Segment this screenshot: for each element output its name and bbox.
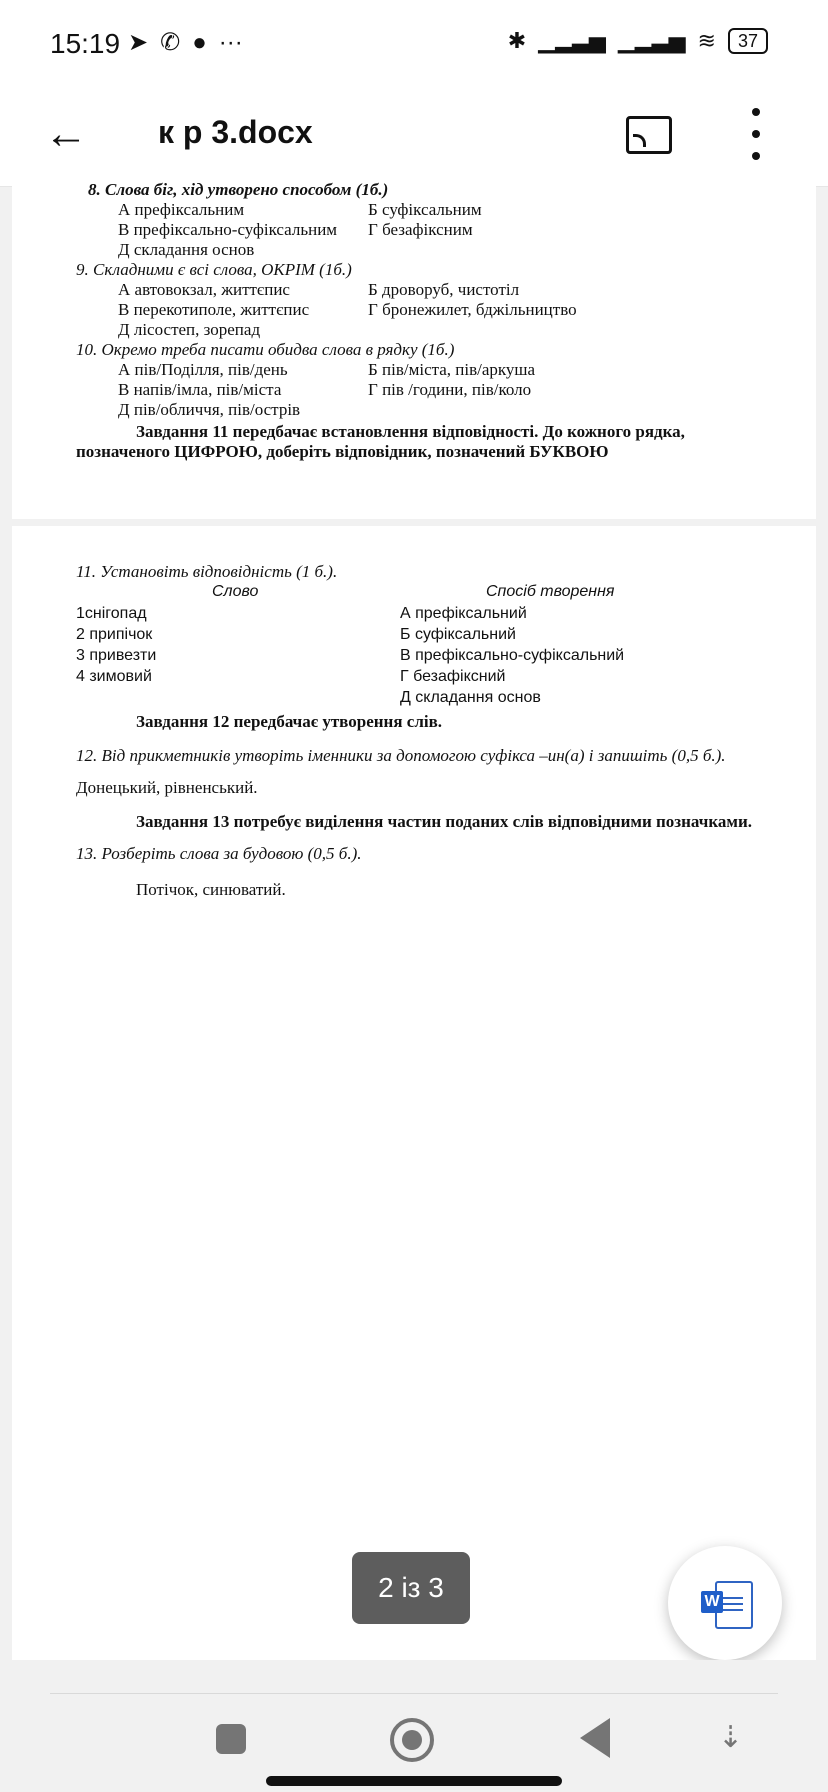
match-right-d: Г безафіксний <box>400 668 506 685</box>
column-header-method: Спосіб творення <box>486 583 615 600</box>
match-right-a: А префіксальний <box>400 605 527 622</box>
q8-option-b: Б суфіксальним <box>368 200 482 219</box>
cast-icon[interactable] <box>626 116 672 154</box>
question-12-words: Донецький, рівненський. <box>76 778 258 797</box>
wifi-icon: ≋ <box>697 28 716 53</box>
q10-option-d: Г пів /години, пів/коло <box>368 380 532 399</box>
q8-option-e: Д складання основ <box>118 240 255 259</box>
question-8-heading: 8. Слова біг, хід утворено способом (1б.) <box>88 180 389 199</box>
document-title: к р 3.docx <box>158 114 313 150</box>
app-bar <box>0 90 828 187</box>
status-time: 15:19 <box>50 28 121 59</box>
microsoft-word-icon: W <box>701 1581 749 1625</box>
question-10-heading: 10. Окремо треба писати обидва слова в рядку (1б.) <box>76 340 455 359</box>
match-right-b: Б суфіксальний <box>400 626 516 643</box>
q8-option-d: Г безафіксним <box>368 220 473 239</box>
viber-icon: ✆ <box>160 29 181 56</box>
q9-option-e: Д лісостеп, зорепад <box>118 320 261 339</box>
status-right-icons <box>508 28 768 54</box>
nav-divider <box>50 1693 778 1694</box>
task-11-instruction-line1: Завдання 11 передбачає встановлення відповідності. До кожного рядка, <box>136 422 685 441</box>
question-11-heading: 11. Установіть відповідність (1 б.). <box>76 562 338 581</box>
more-notifications-icon: ··· <box>218 28 243 56</box>
chat-icon: ● <box>192 28 207 56</box>
match-right-e: Д складання основ <box>400 689 541 706</box>
document-page-1 <box>12 180 816 519</box>
document-page-2 <box>12 526 816 1660</box>
battery-icon: 37 <box>728 28 768 54</box>
match-right-c: В префіксально-суфіксальний <box>400 647 625 664</box>
question-12-heading: 12. Від прикметників утворіть іменники за допомогою суфікса –ин(а) і запишіть (0,5 б.). <box>76 746 726 765</box>
match-left-2: 2 припічок <box>76 626 153 643</box>
q10-option-a: А пів/Поділля, пів/день <box>118 360 288 379</box>
signal-icon: ▁▂▃▅ <box>538 28 606 53</box>
match-left-3: 3 привезти <box>76 647 157 664</box>
task-13-instruction: Завдання 13 потребує виділення частин поданих слів відповідними позначками. <box>136 812 753 831</box>
bluetooth-icon: ✱ <box>507 28 527 53</box>
status-bar <box>0 0 828 90</box>
q9-option-b: Б дроворуб, чистотіл <box>368 280 520 299</box>
q8-option-c: В префіксально-суфіксальним <box>118 220 338 239</box>
task-12-instruction: Завдання 12 передбачає утворення слів. <box>136 712 443 731</box>
q10-option-c: В напів/імла, пів/міста <box>118 380 282 399</box>
q8-option-a: А префіксальним <box>118 200 245 219</box>
question-13-heading: 13. Розберіть слова за будовою (0,5 б.). <box>76 844 362 863</box>
q10-option-b: Б пів/міста, пів/аркуша <box>368 360 536 379</box>
system-navigation-bar <box>0 1660 828 1792</box>
q9-option-c: В перекотиполе, життєпис <box>118 300 310 319</box>
question-9-heading: 9. Складними є всі слова, ОКРІМ (1б.) <box>76 260 352 279</box>
task-11-instruction-line2: позначеного ЦИФРОЮ, доберіть відповідник, позначений БУКВОЮ <box>76 442 609 461</box>
signal-2-icon: ▁▂▃▅ <box>617 28 686 53</box>
status-left-icons <box>128 28 243 57</box>
back-button[interactable] <box>580 1718 610 1758</box>
more-options-icon[interactable] <box>750 108 762 160</box>
column-header-word: Слово <box>212 583 259 600</box>
question-13-words: Потічок, синюватий. <box>136 880 286 899</box>
q9-option-a: А автовокзал, життєпис <box>118 280 290 299</box>
page-indicator: 2 із 3 <box>352 1552 470 1624</box>
match-left-4: 4 зимовий <box>76 668 152 685</box>
telegram-icon: ➤ <box>128 29 149 56</box>
home-indicator[interactable] <box>266 1776 562 1786</box>
hide-keyboard-icon[interactable]: ⇣ <box>718 1721 744 1754</box>
home-button[interactable] <box>390 1718 434 1762</box>
match-left-1: 1снігопад <box>76 605 147 622</box>
back-arrow-icon[interactable]: ← <box>44 109 88 158</box>
q10-option-e: Д пів/обличчя, пів/острів <box>118 400 301 419</box>
q9-option-d: Г бронежилет, бджільництво <box>368 300 577 319</box>
recents-button[interactable] <box>216 1724 246 1754</box>
open-in-word-button[interactable] <box>668 1546 782 1660</box>
